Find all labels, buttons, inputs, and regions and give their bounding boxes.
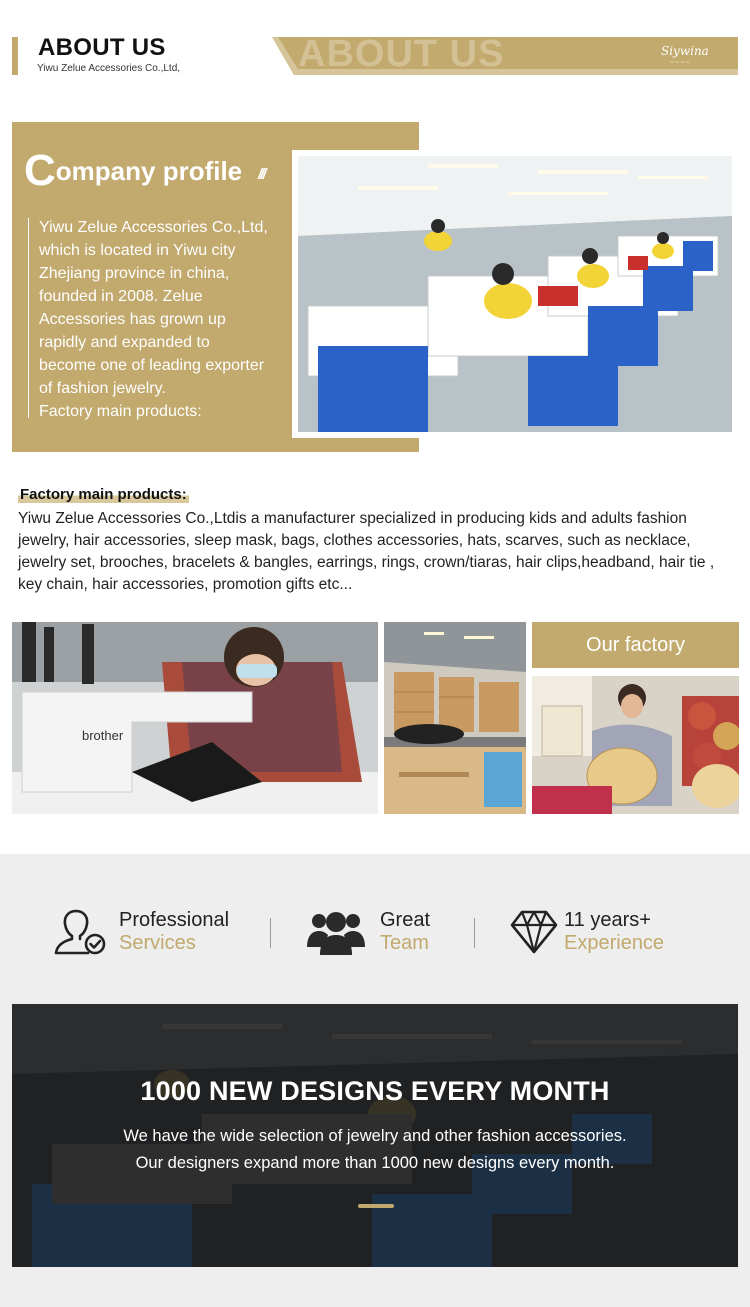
- feature-experience-line1: 11 years+: [564, 909, 651, 931]
- sewing-worker-photo: [12, 622, 378, 814]
- feature-experience-line2: Experience: [564, 932, 665, 954]
- profile-line: Factory main products:: [39, 403, 202, 420]
- profile-line: rapidly and expanded to: [39, 334, 210, 351]
- header-accent-bar: [12, 37, 18, 75]
- team-icon: [306, 907, 366, 957]
- feature-professional-line1: Professional: [119, 909, 230, 931]
- profile-line: which is located in Yiwu city: [39, 242, 236, 259]
- factory-products-heading: Factory main products:: [20, 486, 187, 503]
- feature-team-line2: Team: [380, 932, 429, 954]
- banner-title: 1000 NEW DESIGNS EVERY MONTH: [140, 1076, 610, 1106]
- banner-accent-dash: [358, 1204, 394, 1208]
- profile-line: founded in 2008. Zelue: [39, 288, 203, 305]
- user-check-icon: [54, 907, 106, 957]
- decorative-slashes: ///: [258, 166, 265, 183]
- hat-maker-photo: [532, 676, 739, 814]
- factory-products-text: Yiwu Zelue Accessories Co.,Ltdis a manufacturer specialized in producing kids and adults fashion jewelry, hair accessories, sleep mask, bags, clothes accessories, hats, scarves, such as necklace, jewelry set, brooches, bracelets & bangles, earrings, rings, crown/tiaras, hair clips,headband, hair tie , key chain, hair accessories, promotion gifts etc...: [18, 510, 715, 593]
- feature-separator: [270, 918, 271, 948]
- banner-text-line1: We have the wide selection of jewelry and other fashion accessories.: [123, 1127, 627, 1145]
- factory-floor-photo: [298, 156, 732, 432]
- warehouse-photo: [384, 622, 526, 814]
- profile-line: Accessories has grown up: [39, 311, 226, 328]
- profile-line: Yiwu Zelue Accessories Co.,Ltd,: [39, 219, 268, 236]
- company-profile-title: [24, 146, 242, 196]
- our-factory-label: Our factory: [586, 634, 685, 656]
- page-title: ABOUT US: [38, 34, 166, 61]
- page-subtitle: Yiwu Zelue Accessories Co.,Ltd,: [37, 63, 181, 74]
- diamond-icon: [510, 909, 558, 955]
- company-profile-title-rest: ompany profile: [55, 156, 243, 186]
- feature-professional-line2: Services: [119, 932, 196, 954]
- header-banner-watermark: ABOUT US: [298, 33, 505, 75]
- profile-line: Zhejiang province in china,: [39, 265, 230, 282]
- feature-team-line1: Great: [380, 909, 431, 931]
- brand-logo-subtext: ~~~~: [670, 59, 691, 66]
- profile-line: of fashion jewelry.: [39, 380, 166, 397]
- company-profile-text: [39, 216, 289, 423]
- profile-line: become one of leading exporter: [39, 357, 265, 374]
- feature-separator: [474, 918, 475, 948]
- sewing-machine-brand: brother: [82, 728, 124, 743]
- company-profile-title-initial: C: [24, 146, 56, 195]
- banner-text-line2: Our designers expand more than 1000 new designs every month.: [135, 1154, 615, 1172]
- brand-logo: Siywina: [661, 44, 709, 58]
- profile-divider-line: [28, 218, 29, 418]
